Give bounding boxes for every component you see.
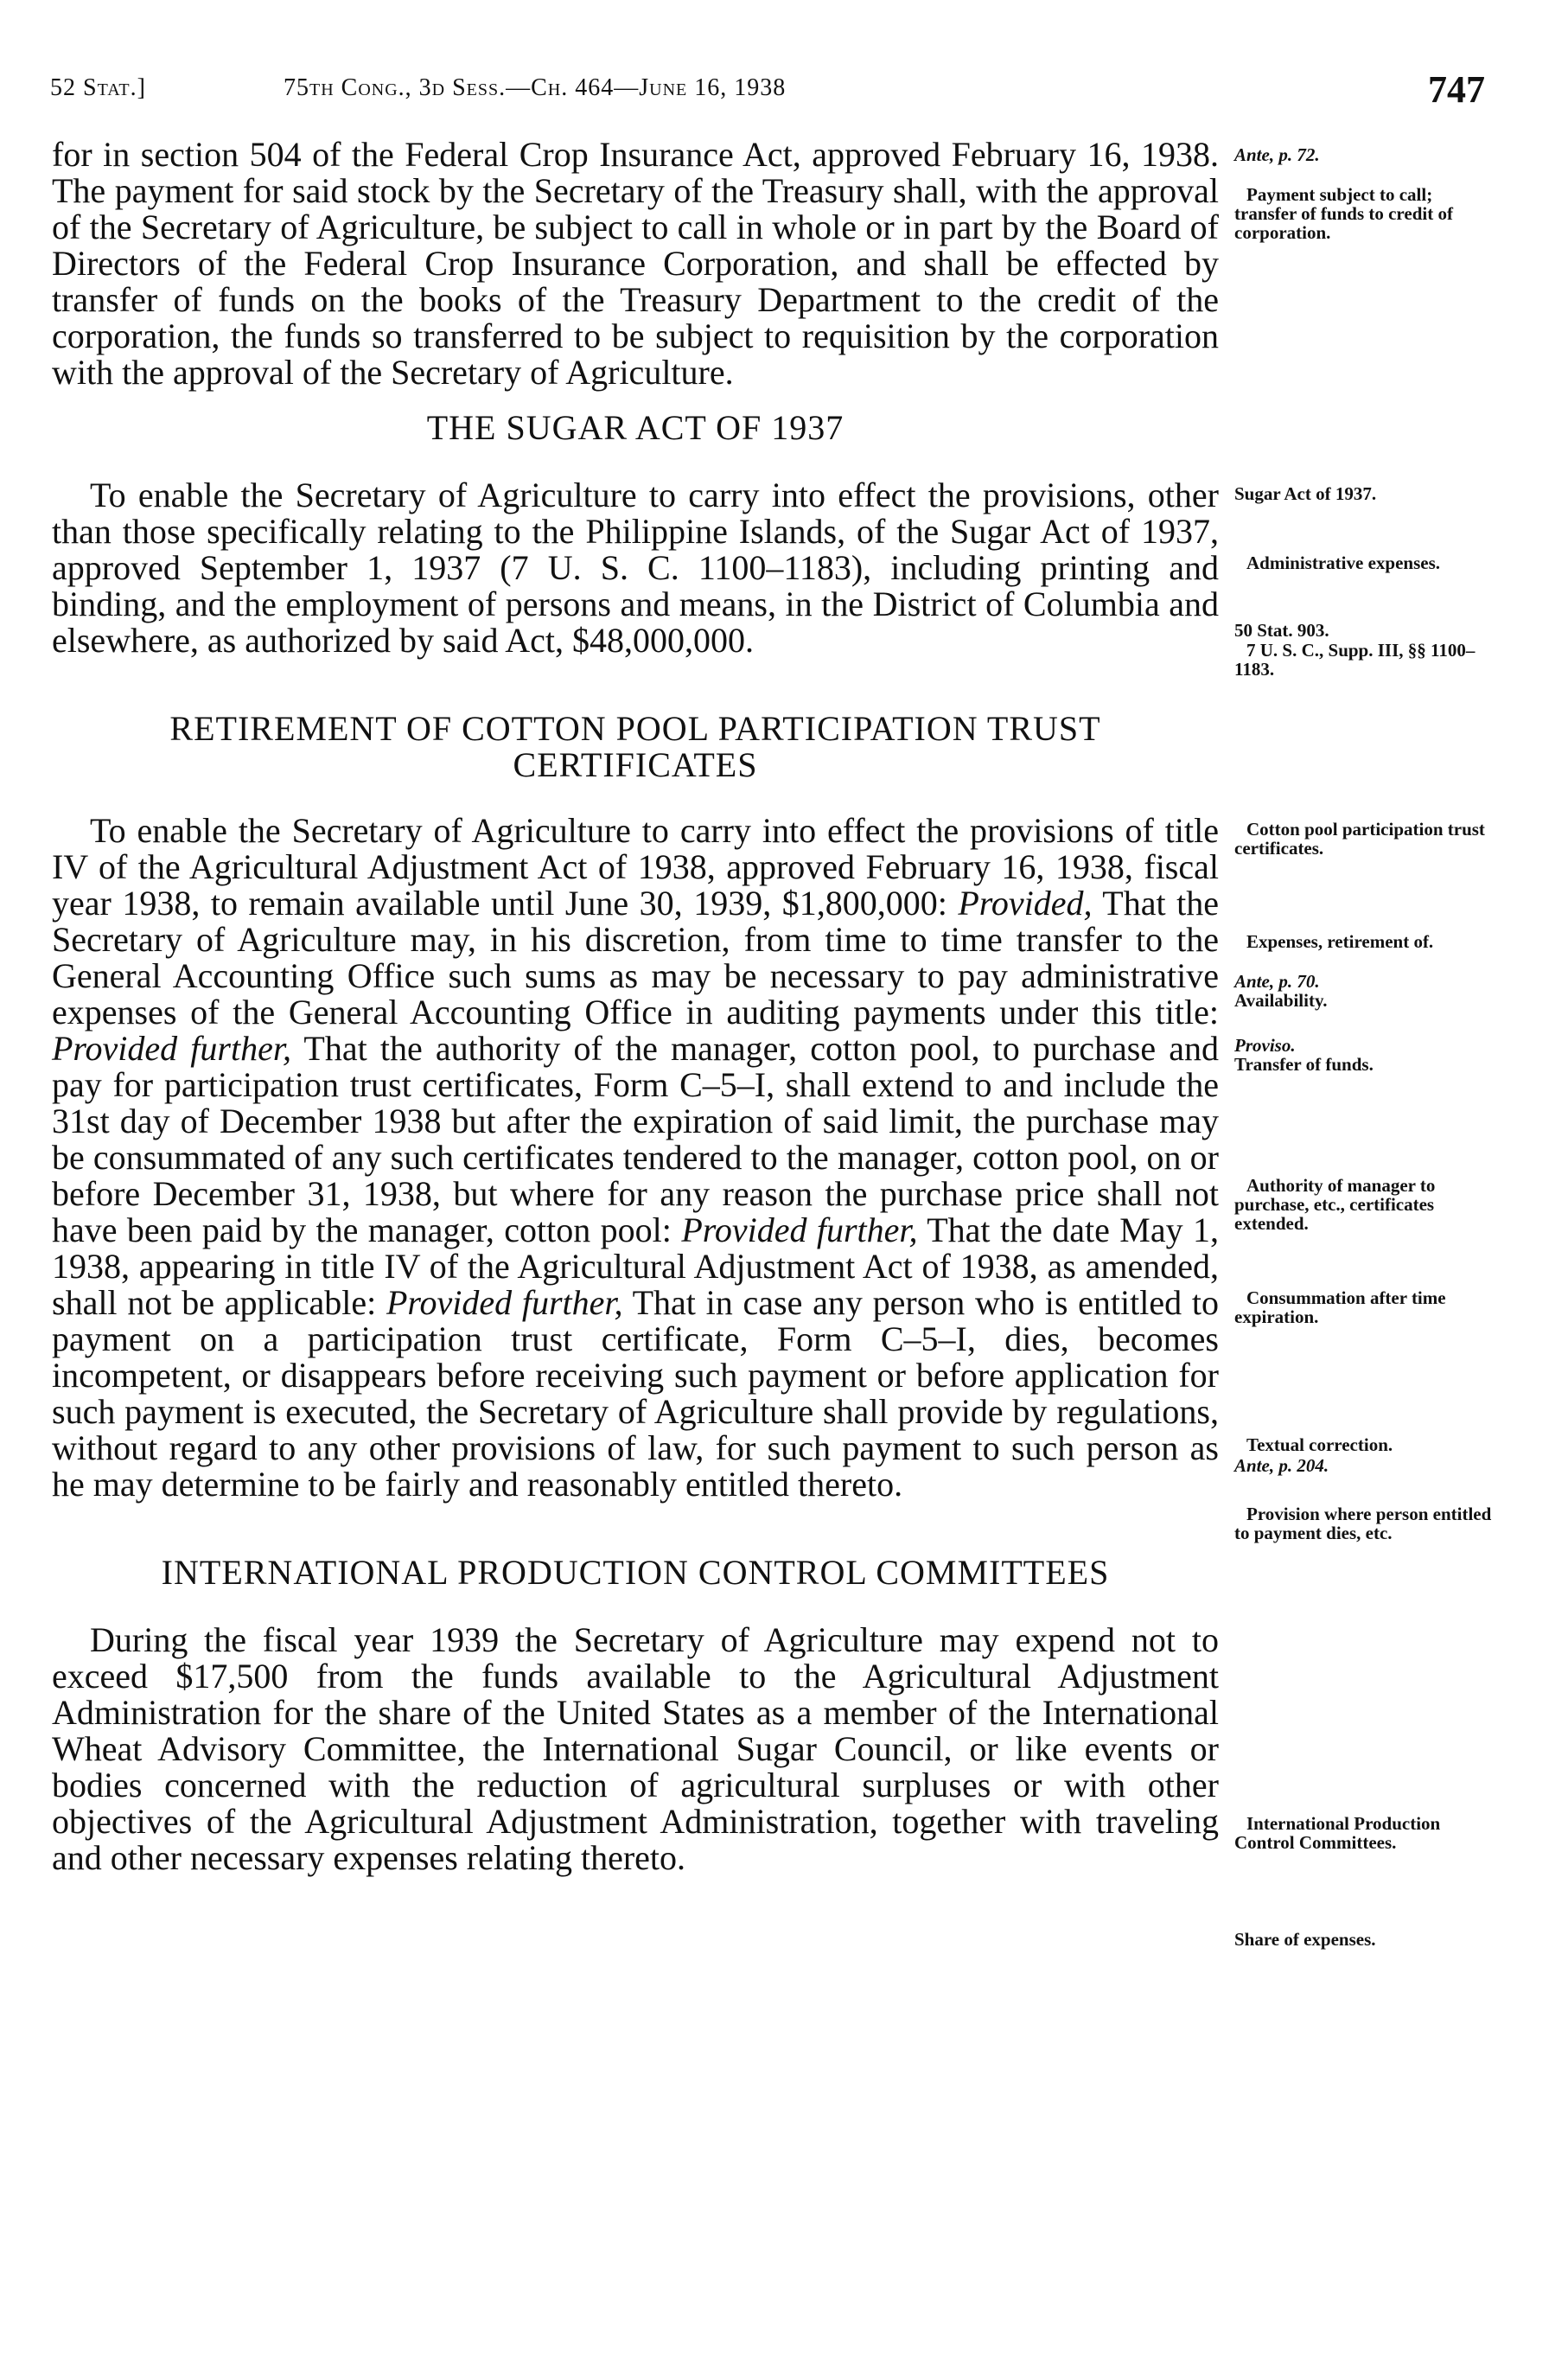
margin-note-admin-expenses: Administrative expenses. — [1246, 552, 1440, 573]
running-head — [50, 67, 1485, 119]
heading-international-committees: INTERNATIONAL PRODUCTION CONTROL COMMITTEES — [161, 1553, 1110, 1592]
margin-note-international-committees: International Production Control Committees. — [1234, 1813, 1441, 1853]
paragraph-sugar-act: To enable the Secretary of Agriculture to carry into effect the provisions, other than those specifically relating to the Philippine Islands, of the Sugar Act of 1937, approved September 1, 1937 (7 U. S. C. 1100–1183), including printing and binding, and the employment of persons and means, in the District of Columbia and elsewhere, as authorized by said Act, $48,000,000. — [52, 476, 1219, 660]
margin-note-expenses-retirement: Expenses, retirement of. — [1246, 931, 1434, 952]
margin-note-cotton-certificates: Cotton pool participation trust certificates. — [1234, 819, 1485, 859]
paragraph-crop-insurance: for in section 504 of the Federal Crop Insurance Act, approved February 16, 1938. The payment for said stock by the Secretary of the Treasury shall, with the approval of the Secretary of Agriculture, be subject to call in whole or in part by the Board of Directors of the Federal Crop Insurance Corporation, and shall be effected by transfer of funds on the books of the Treasury Department to the credit of the corporation, the funds so transferred to be subject to requisition by the corporation with the approval of the Secretary of Agriculture. — [52, 135, 1219, 392]
paragraph-cotton-pool — [52, 813, 1219, 1503]
margin-note-proviso: Proviso. — [1234, 1035, 1296, 1056]
cotton-text-1: To enable the Secretary of Agriculture to carry into effect the provisions of title IV of the Agricultural Adjustment Act of 1938, approved February 16, 1938, fiscal year 1938, to remain available until June 30, 1939, $1,800,000: — [52, 811, 1219, 923]
proviso-provided: Provided, — [958, 884, 1093, 923]
cotton-text-2: That the Secretary of Agriculture may, in his discretion, from time to time transfer to the General Accounting Office such sums as may be necessary to pay administrative expenses of the General Accounting Office in auditing payments under this title: — [52, 884, 1219, 1031]
heading-cotton-pool: RETIREMENT OF COTTON POOL PARTICIPATION TRUST CERTIFICATES — [169, 709, 1101, 784]
margin-note-payment-call: Payment subject to call; transfer of funds to credit of corporation. — [1234, 184, 1453, 243]
proviso-provided-further-1: Provided further, — [52, 1029, 291, 1068]
page-number: 747 — [1428, 68, 1485, 111]
margin-note-provision-dies: Provision where person entitled to payment dies, etc. — [1234, 1504, 1492, 1543]
margin-note-ante-72: Ante, p. 72. — [1234, 144, 1320, 165]
margin-note-transfer-funds: Transfer of funds. — [1234, 1054, 1374, 1075]
margin-note-availability: Availability. — [1234, 990, 1328, 1011]
margin-note-ante-70: Ante, p. 70. — [1234, 971, 1320, 992]
cotton-text-3: That the authority of the manager, cotton pool, to purchase and pay for participation trust certificates, Form C–5–I, shall extend to and include the 31st day of December 1938 but after the expiration of said limit, the purchase may be consummated of any such certificates tendered to the manager, cotton pool, on or before December 31, 1938, but where for any reason the purchase price shall not have been paid by the manager, cotton pool: — [52, 1029, 1219, 1249]
statute-volume: 52 Stat.] — [50, 74, 146, 101]
proviso-provided-further-3: Provided further, — [386, 1283, 623, 1322]
margin-note-share-expenses: Share of expenses. — [1234, 1929, 1376, 1950]
cotton-text-5: That in case any person who is entitled to payment on a participation trust certificate, Form C–5–I, dies, becomes incompetent, or disappears before receiving such payment or before application for such payment is executed, the Secretary of Agriculture shall provide by regulations, without regard to any other provisions of law, for such payment to such person as he may determine to be fairly and reasonably entitled thereto. — [52, 1283, 1219, 1504]
margin-note-stat-ref: 50 Stat. 903. — [1234, 620, 1329, 641]
congress-session-chapter: 75th Cong., 3d Sess.—Ch. 464—June 16, 1938 — [284, 74, 787, 101]
cotton-text-4: That the date May 1, 1938, appearing in title IV of the Agricultural Adjustment Act of 1938, as amended, shall not be applicable: — [52, 1210, 1219, 1322]
main-text-column — [52, 137, 1219, 1876]
margin-note-consummation: Consummation after time expiration. — [1234, 1287, 1446, 1327]
margin-note-sugar-act: Sugar Act of 1937. — [1234, 483, 1377, 504]
proviso-provided-further-2: Provided further, — [681, 1210, 918, 1249]
margin-note-authority-manager: Authority of manager to purchase, etc., certificates extended. — [1234, 1175, 1436, 1234]
margin-note-usc-ref: 7 U. S. C., Supp. III, §§ 1100–1183. — [1234, 640, 1476, 680]
paragraph-international-committees: During the fiscal year 1939 the Secretary of Agriculture may expend not to exceed $17,500 from the funds available to the Agricultural Adjustment Administration for the share of the United States as a member of the International Wheat Advisory Committee, the International Sugar Council, or like events or bodies concerned with the reduction of agricultural surpluses or with other objectives of the Agricultural Adjustment Administration, together with traveling and other necessary expenses relating thereto. — [52, 1620, 1219, 1877]
margin-note-ante-204: Ante, p. 204. — [1234, 1455, 1329, 1476]
margin-note-textual-correction: Textual correction. — [1246, 1434, 1393, 1455]
heading-sugar-act: THE SUGAR ACT OF 1937 — [426, 408, 845, 447]
